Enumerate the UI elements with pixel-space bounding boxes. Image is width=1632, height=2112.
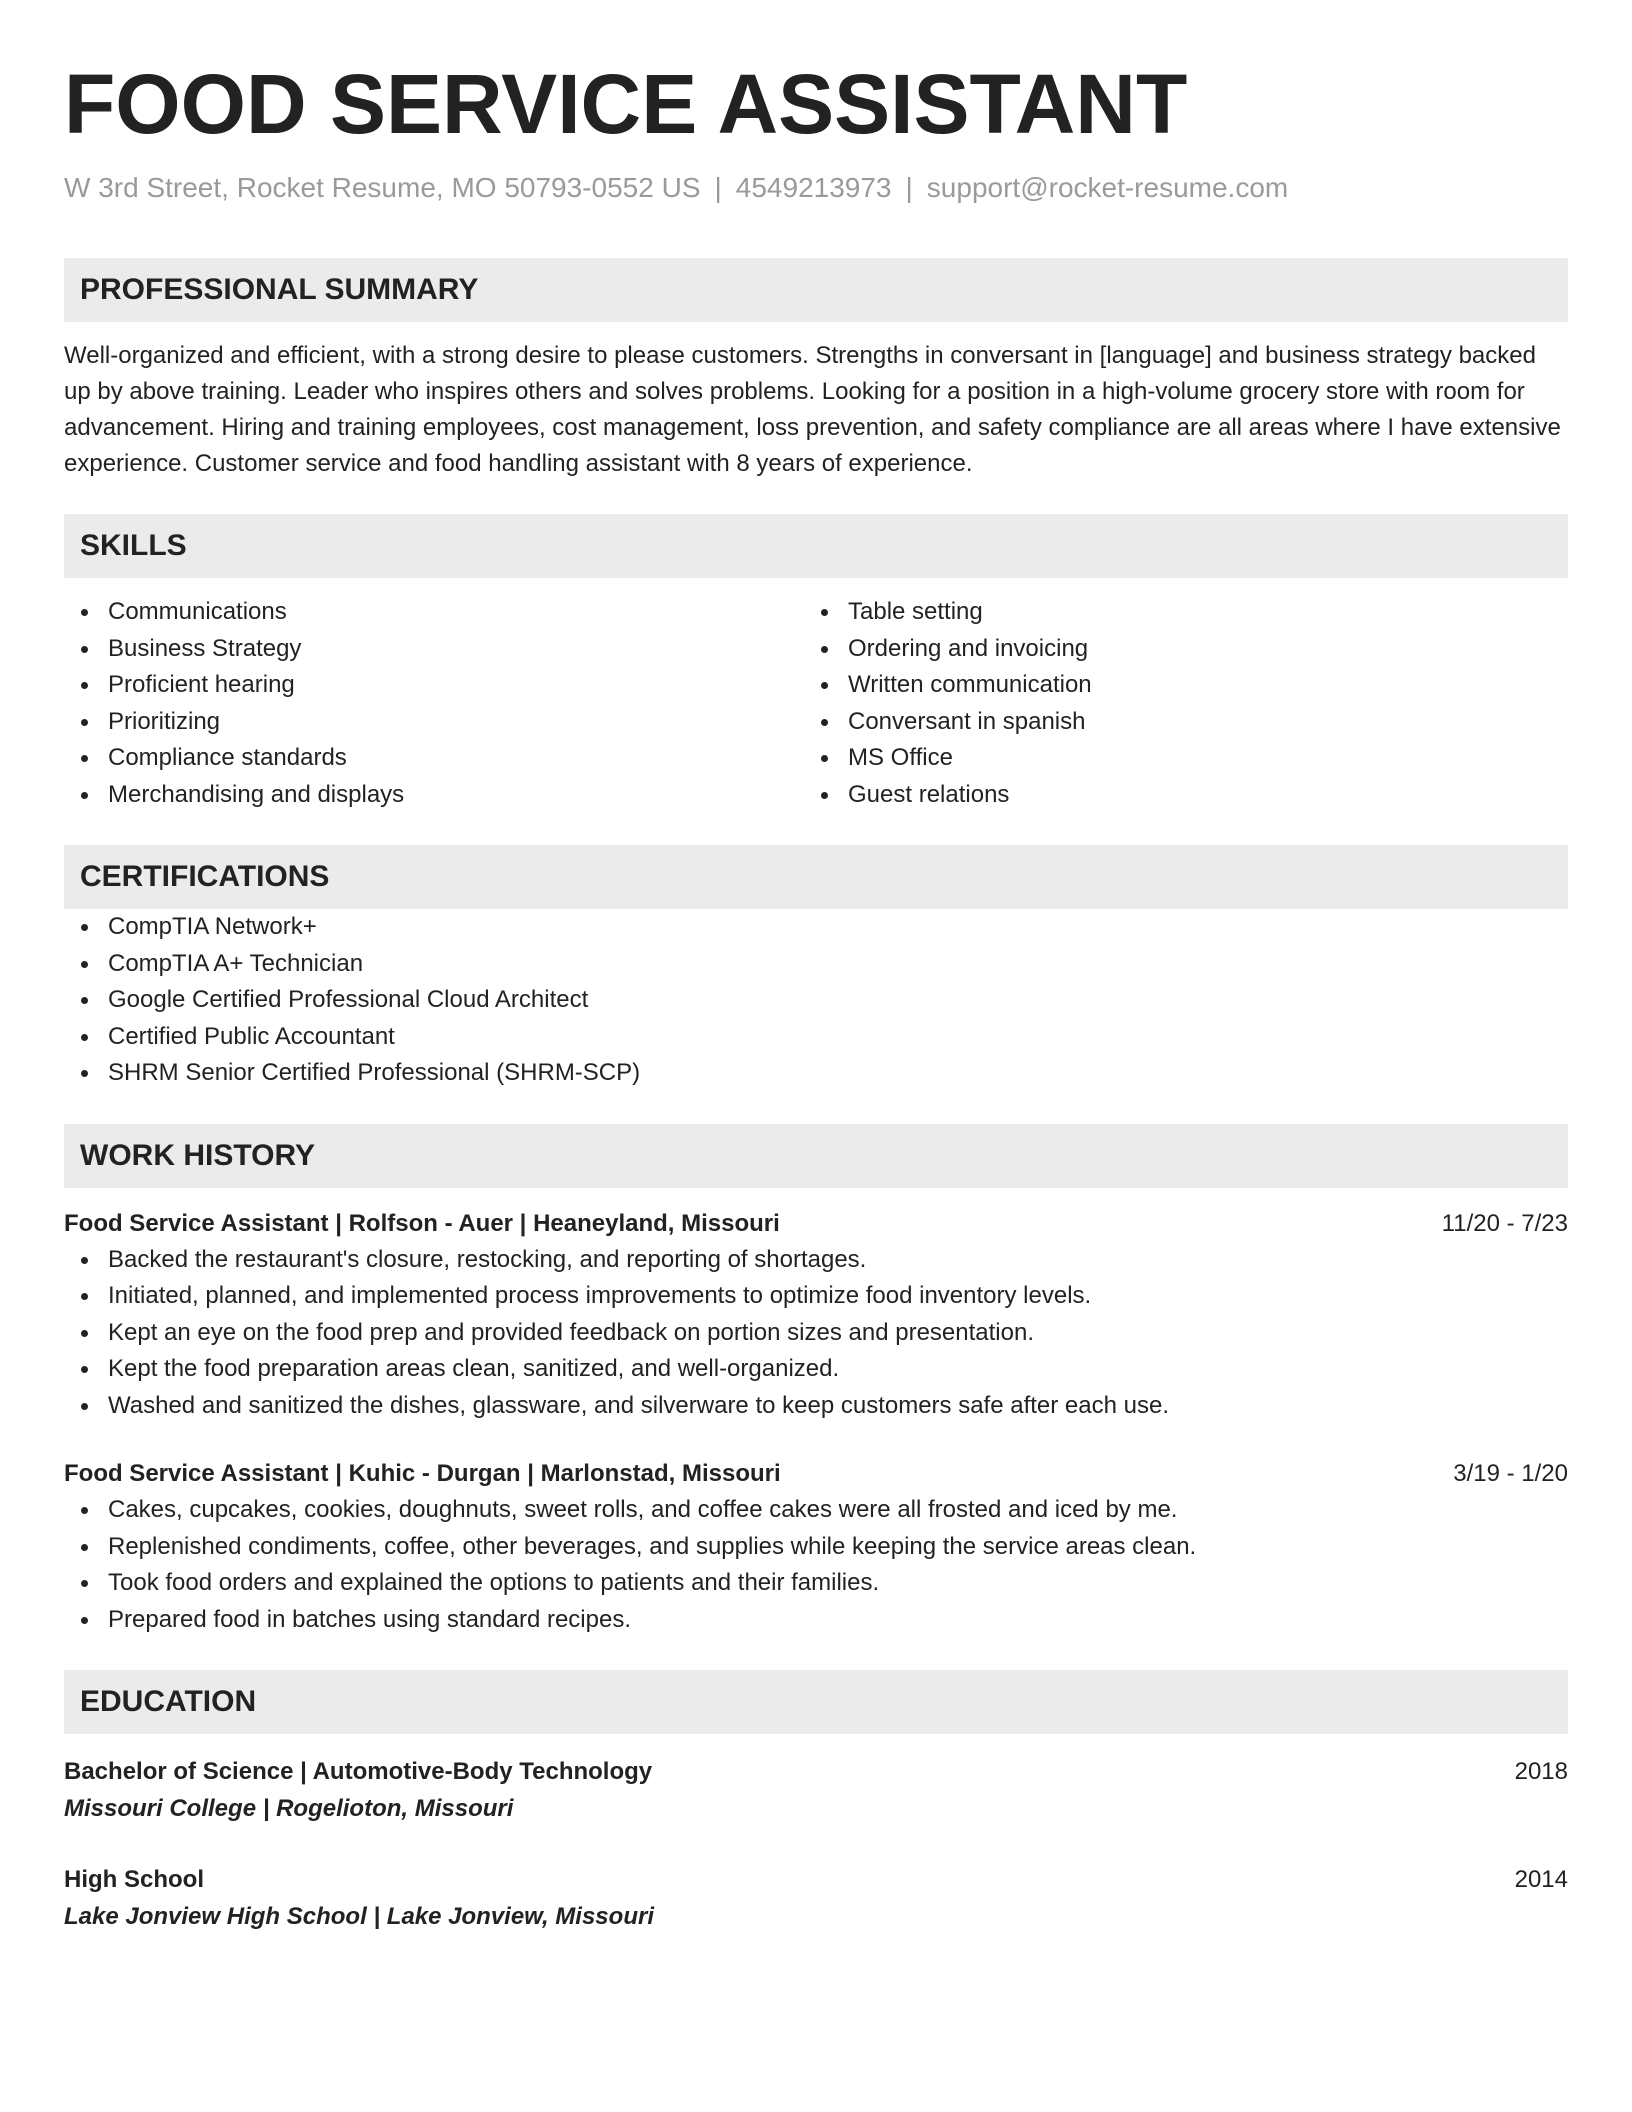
section-header-work-history: WORK HISTORY: [64, 1124, 1568, 1188]
contact-email: support@rocket-resume.com: [926, 172, 1289, 203]
job-duties-list: [64, 1492, 1568, 1638]
job-duty: Initiated, planned, and implemented process improvements to optimize food inventory levels.: [108, 1278, 1568, 1315]
contact-separator: |: [905, 172, 913, 203]
education-degree: Bachelor of Science | Automotive-Body Technology: [64, 1758, 653, 1785]
certification-item: SHRM Senior Certified Professional (SHRM-SCP): [108, 1055, 1568, 1092]
job-dates: 3/19 - 1/20: [1453, 1460, 1568, 1487]
contact-line: [64, 170, 1568, 206]
skill-item: Communications: [108, 594, 804, 631]
education-year: 2018: [1514, 1758, 1568, 1785]
certification-item: Google Certified Professional Cloud Architect: [108, 982, 1568, 1019]
job-title: Food Service Assistant | Kuhic - Durgan | Marlonstad, Missouri: [64, 1460, 781, 1487]
job-entry: [64, 1206, 1568, 1425]
certification-item: CompTIA A+ Technician: [108, 946, 1568, 983]
skill-item: Proficient hearing: [108, 667, 804, 704]
skills-column-left: [64, 594, 804, 813]
section-header-education: EDUCATION: [64, 1670, 1568, 1734]
contact-separator: |: [714, 172, 722, 203]
contact-phone: 4549213973: [735, 172, 892, 203]
job-entry: [64, 1456, 1568, 1638]
certification-item: CompTIA Network+: [108, 909, 1568, 946]
job-duty: Cakes, cupcakes, cookies, doughnuts, sweet rolls, and coffee cakes were all frosted and iced by me.: [108, 1492, 1568, 1529]
skill-item: Table setting: [848, 594, 1544, 631]
skill-item: MS Office: [848, 740, 1544, 777]
job-duty: Backed the restaurant's closure, restocking, and reporting of shortages.: [108, 1242, 1568, 1279]
skills-column-right: [804, 594, 1544, 813]
certification-item: Certified Public Accountant: [108, 1019, 1568, 1056]
candidate-name: FOOD SERVICE ASSISTANT: [64, 57, 1188, 151]
job-duty: Replenished condiments, coffee, other beverages, and supplies while keeping the service areas clean.: [108, 1529, 1568, 1566]
skill-item: Compliance standards: [108, 740, 804, 777]
job-duty: Kept the food preparation areas clean, sanitized, and well-organized.: [108, 1351, 1568, 1388]
skills-columns: [64, 594, 1568, 813]
job-title: Food Service Assistant | Rolfson - Auer | Heaneyland, Missouri: [64, 1209, 780, 1237]
skills-list-left: [64, 594, 804, 813]
skill-item: Prioritizing: [108, 704, 804, 741]
education-entry: [64, 1862, 1568, 1936]
summary-text: Well-organized and efficient, with a strong desire to please customers. Strengths in conversant in [language] and business strategy backed up by above training. Leader who inspires others and solves problems. Looking for a position in a high-volume grocery store with room for advancement. Hiring and training employees, cost management, loss prevention, and safety compliance are all areas where I have extensive experience. Customer service and food handling assistant with 8 years of experience.: [64, 342, 1561, 477]
certifications-list: [64, 909, 1568, 1092]
job-duty: Washed and sanitized the dishes, glassware, and silverware to keep customers safe after each use.: [108, 1388, 1568, 1425]
education-heading-row: [64, 1862, 1568, 1898]
section-header-skills: SKILLS: [64, 514, 1568, 578]
job-duty: Prepared food in batches using standard recipes.: [108, 1602, 1568, 1639]
job-heading-row: [64, 1206, 1568, 1242]
job-dates: 11/20 - 7/23: [1441, 1209, 1568, 1237]
education-school: Missouri College | Rogelioton, Missouri: [64, 1795, 514, 1822]
job-duty: Kept an eye on the food prep and provided feedback on portion sizes and presentation.: [108, 1315, 1568, 1352]
skill-item: Written communication: [848, 667, 1544, 704]
job-duties-list: [64, 1242, 1568, 1425]
skill-item: Ordering and invoicing: [848, 631, 1544, 668]
skill-item: Merchandising and displays: [108, 777, 804, 814]
skill-item: Guest relations: [848, 777, 1544, 814]
education-school: Lake Jonview High School | Lake Jonview, Missouri: [64, 1903, 654, 1930]
education-heading-row: [64, 1754, 1568, 1790]
job-duty: Took food orders and explained the options to patients and their families.: [108, 1565, 1568, 1602]
job-heading-row: [64, 1456, 1568, 1492]
education-degree: High School: [64, 1866, 204, 1893]
contact-address: W 3rd Street, Rocket Resume, MO 50793-0552 US: [64, 172, 701, 203]
section-header-summary: PROFESSIONAL SUMMARY: [64, 258, 1568, 322]
education-year: 2014: [1514, 1866, 1568, 1893]
skills-list-right: [804, 594, 1544, 813]
skill-item: Conversant in spanish: [848, 704, 1544, 741]
section-header-certifications: CERTIFICATIONS: [64, 845, 1568, 909]
skill-item: Business Strategy: [108, 631, 804, 668]
education-entry: [64, 1754, 1568, 1828]
